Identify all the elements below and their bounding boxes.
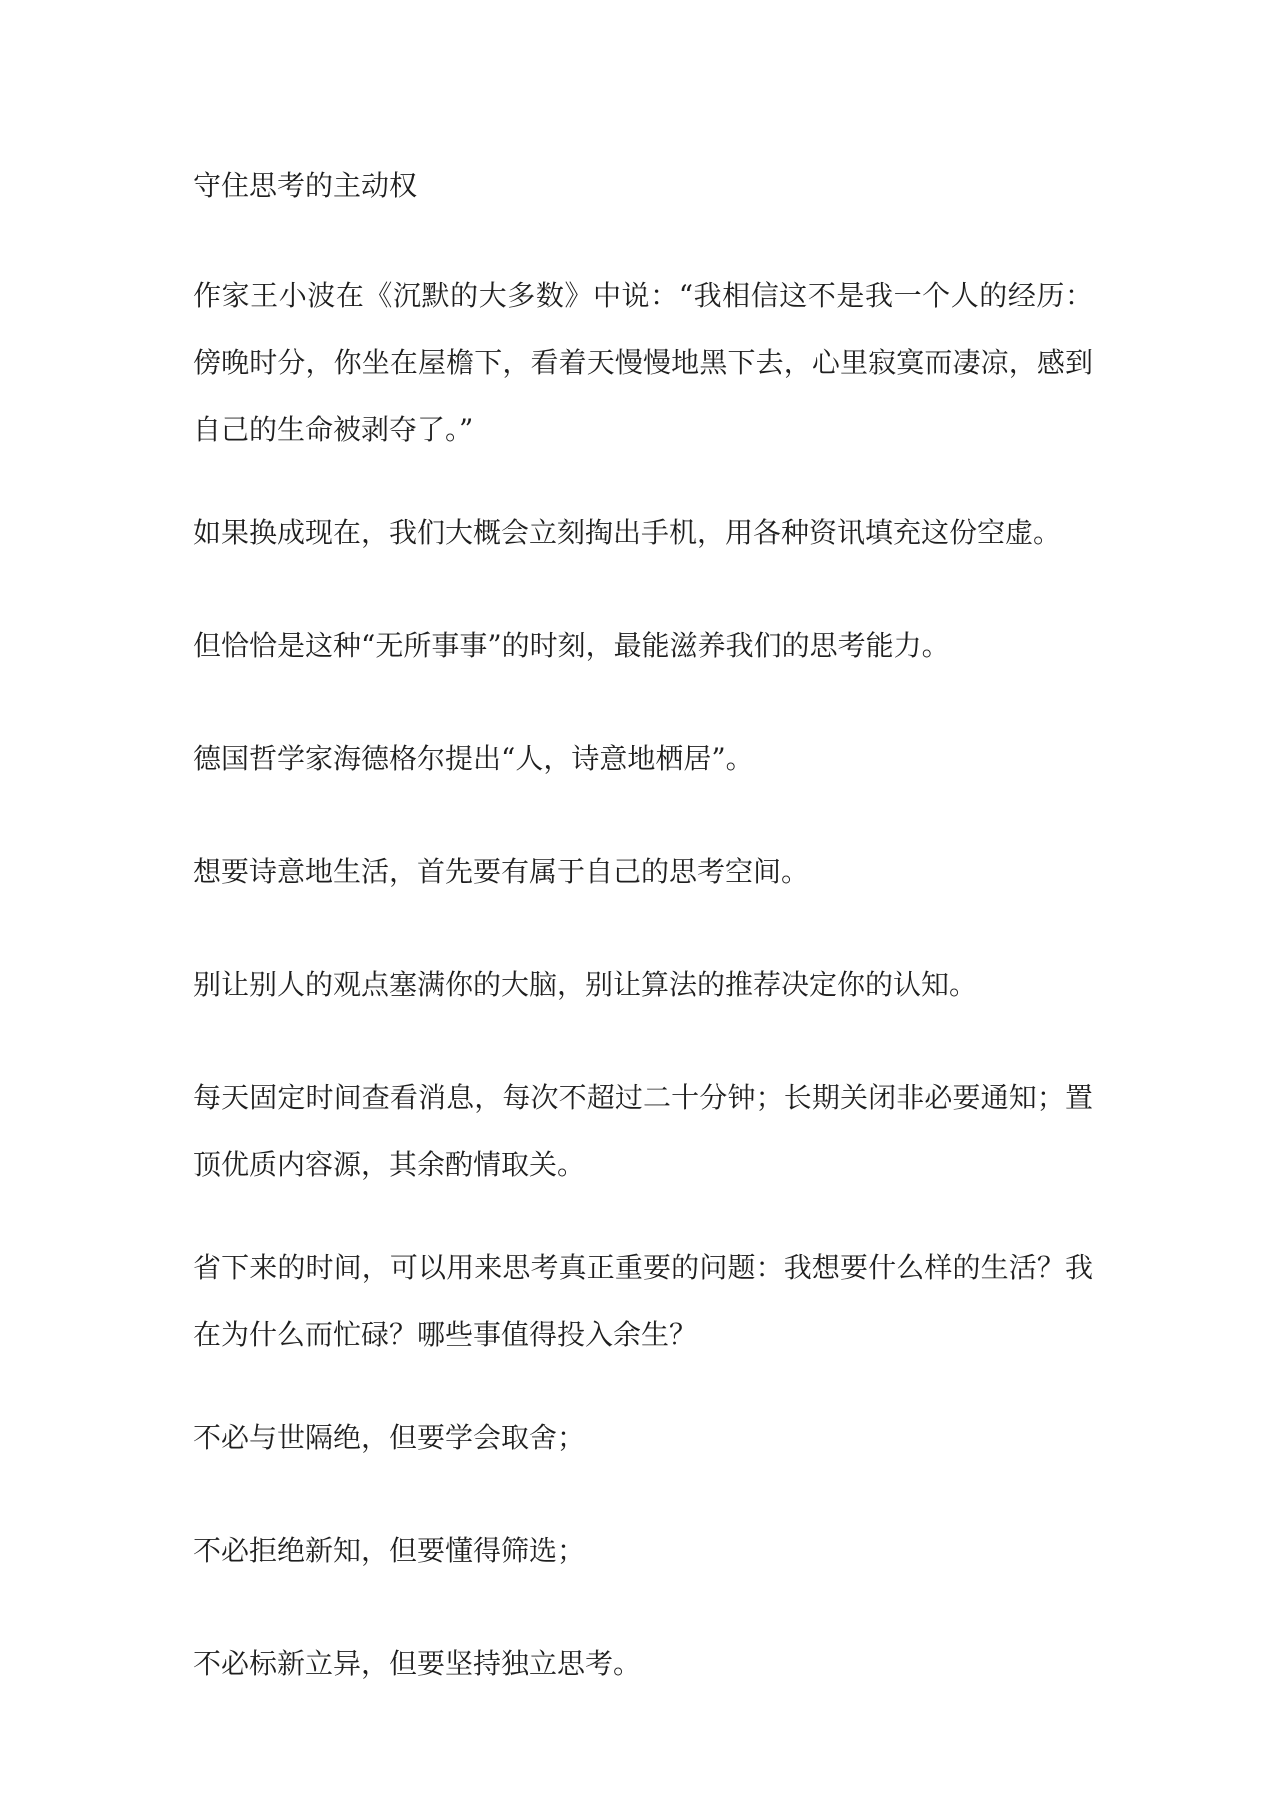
- paragraph-5: 想要诗意地生活，首先要有属于自己的思考空间。: [193, 855, 810, 888]
- paragraph-9: 不必与世隔绝，但要学会取舍；: [193, 1421, 586, 1454]
- paragraph-2: 如果换成现在，我们大概会立刻掏出手机，用各种资讯填充这份空虚。: [193, 516, 1062, 549]
- paragraph-6: 别让别人的观点塞满你的大脑，别让算法的推荐决定你的认知。: [193, 968, 978, 1001]
- paragraph-1: 作家王小波在《沉默的大多数》中说：“我相信这不是我一个人的经历：傍晚时分，你坐在屋檐下，看着天慢慢地黑下去，心里寂寞而凄凉，感到自己的生命被剥夺了。”: [193, 279, 1093, 446]
- document-title: 守住思考的主动权: [193, 169, 418, 202]
- paragraph-10: 不必拒绝新知，但要懂得筛选；: [193, 1534, 586, 1567]
- paragraph-7: 每天固定时间查看消息，每次不超过二十分钟；长期关闭非必要通知；置顶优质内容源，其余酌情取关。: [193, 1081, 1093, 1181]
- paragraph-8: 省下来的时间，可以用来思考真正重要的问题：我想要什么样的生活？我在为什么而忙碌？哪些事值得投入余生？: [193, 1251, 1093, 1351]
- paragraph-4: 德国哲学家海德格尔提出“人，诗意地栖居”。: [193, 742, 754, 775]
- paragraph-11: 不必标新立异，但要坚持独立思考。: [193, 1647, 642, 1680]
- paragraph-3: 但恰恰是这种“无所事事”的时刻，最能滋养我们的思考能力。: [193, 629, 950, 662]
